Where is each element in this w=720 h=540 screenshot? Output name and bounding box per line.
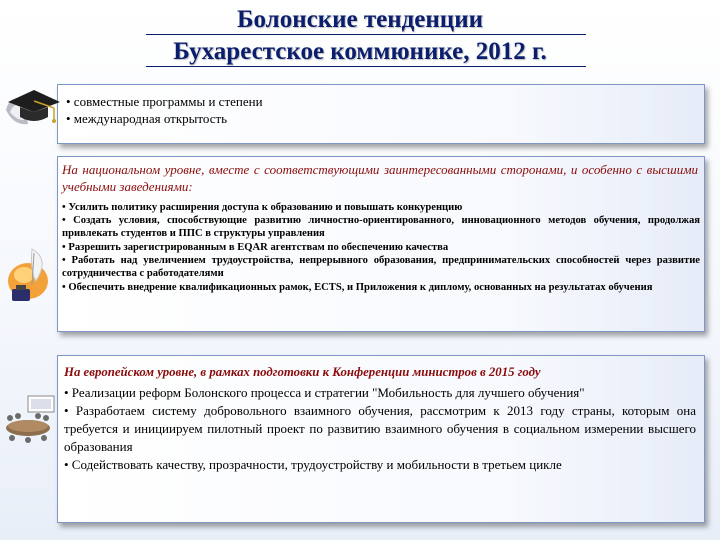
european-level-box: [57, 355, 705, 523]
meeting-table-icon: [2, 392, 60, 448]
list-item: • Разрешить зарегистрированным в EQAR агентствам по обеспечению качества: [62, 241, 449, 253]
graduation-cap-icon: [2, 80, 62, 136]
slide-title-line2: Бухарестское коммюнике, 2012 г.: [173, 38, 547, 65]
slide-title: [0, 4, 720, 68]
quill-inkwell-icon: [2, 245, 58, 307]
title-underline-2: [146, 66, 586, 67]
national-level-lead: На национальном уровне, вместе с соответствующими заинтересованными сторонами, и особенно с высшими учебными заведениями:: [62, 162, 698, 194]
national-level-box: [57, 156, 705, 332]
list-item: • Работать над увеличением трудоустройства, непрерывного образования, предпринимательских способностей через развитие сотрудничества с работодателями: [62, 255, 700, 280]
list-item: • Реализации реформ Болонского процесса и стратегии "Мобильность для лучшего обучения": [64, 385, 585, 400]
title-underline-1: [146, 34, 586, 35]
list-item: • Содействовать качеству, прозрачности, трудоустройству и мобильности в третьем цикле: [64, 457, 562, 472]
list-item: • Создать условия, способствующие развитию личностно-ориентированного, инновационного методов обучения, продолжая привлекать студентов и ППС в структуры управления: [62, 215, 700, 240]
joint-programmes-box: [57, 84, 705, 144]
joint-programmes-list: [66, 93, 263, 127]
national-level-list: [62, 201, 700, 294]
european-level-lead: На европейском уровне, в рамках подготовки к Конференции министров в 2015 году: [64, 365, 541, 379]
list-item: • Усилить политику расширения доступа к образованию и повышать конкуренцию: [62, 202, 463, 213]
list-item: • совместные программы и степени: [66, 94, 263, 109]
list-item: • Разработаем систему добровольного взаимного обучения, рассмотрим к 2013 году страны, которым она требуется и инициируем пилотный проект по развитию взаимного обучения в социальном измерении высшего образования: [64, 403, 696, 454]
slide-title-line1: Болонские тенденции: [236, 6, 484, 33]
list-item: • международная открытость: [66, 111, 228, 126]
european-level-list: [64, 384, 696, 474]
list-item: • Обеспечить внедрение квалификационных рамок, ECTS, и Приложения к диплому, основанных на результатах обучения: [62, 281, 653, 293]
